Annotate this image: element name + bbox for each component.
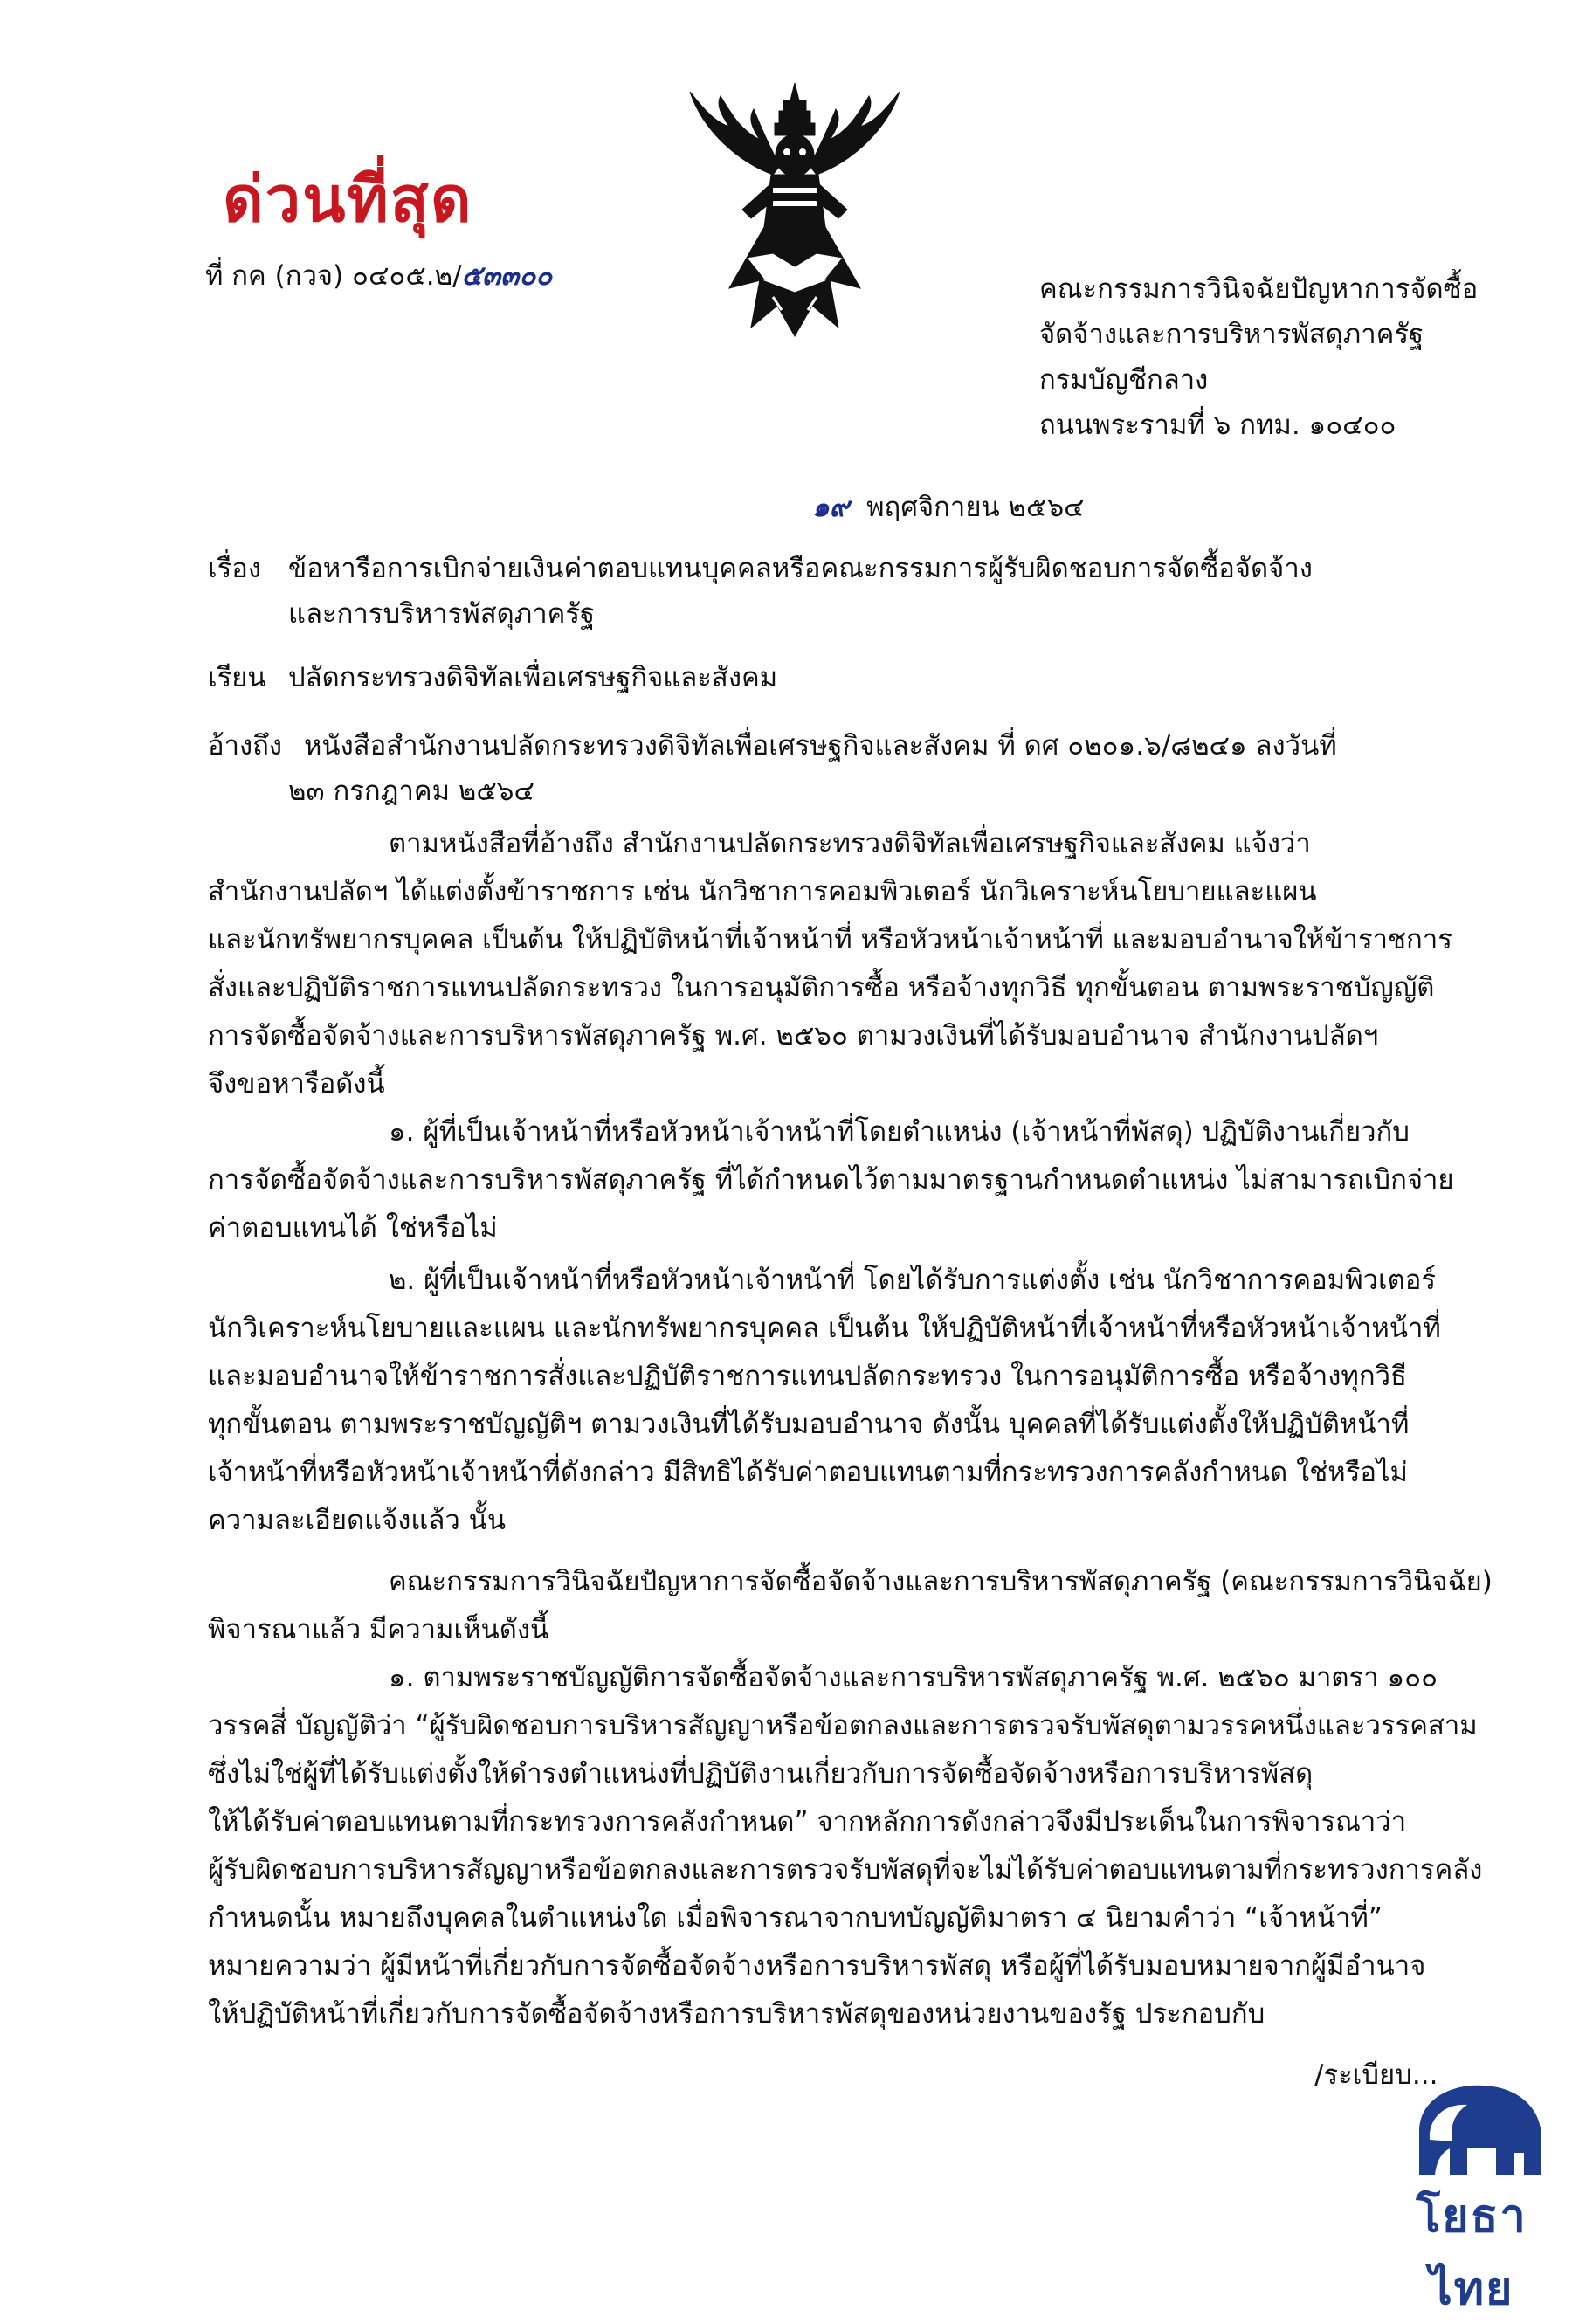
body-line: สำนักงานปลัดฯ ได้แต่งตั้งข้าราชการ เช่น นักวิชาการคอมพิวเตอร์ นักวิเคราะห์นโยบายและแผน: [208, 876, 1317, 907]
body-line: ให้ปฏิบัติหน้าที่เกี่ยวกับการจัดซื้อจัดจ้างหรือการบริหารพัสดุของหน่วยงานของรัฐ ประกอบกับ: [208, 1998, 1265, 2030]
continued-marker: /ระเบียบ...: [1314, 2059, 1438, 2091]
reference-line-2: ๒๓ กรกฎาคม ๒๕๖๔: [288, 776, 534, 807]
body-line: การจัดซื้อจัดจ้างและการบริหารพัสดุภาครัฐ ที่ได้กำหนดไว้ตามมาตรฐานกำหนดตำแหน่ง ไม่สามารถเบิกจ่าย: [208, 1164, 1454, 1196]
body-line: ๑. ผู้ที่เป็นเจ้าหน้าที่หรือหัวหน้าเจ้าหน้าที่โดยตำแหน่ง (เจ้าหน้าที่พัสดุ) ปฏิบัติงานเกี่ยวกับ: [389, 1116, 1410, 1148]
garuda-emblem-icon: [668, 79, 921, 341]
subject-line-1: ข้อหารือการเบิกจ่ายเงินค่าตอบแทนบุคคลหรือคณะกรรมการผู้รับผิดชอบการจัดซื้อจัดจ้าง: [288, 553, 1313, 584]
body-line: และมอบอำนาจให้ข้าราชการสั่งและปฏิบัติราชการแทนปลัดกระทรวง ในการอนุมัติการซื้อ หรือจ้างทุกวิธี: [208, 1361, 1407, 1392]
sender-line: จัดจ้างและการบริหารพัสดุภาครัฐ: [1039, 319, 1424, 350]
body-line: ผู้รับผิดชอบการบริหารสัญญาหรือข้อตกลงและการตรวจรับพัสดุที่จะไม่ได้รับค่าตอบแทนตามที่กระทรวงการคลัง: [208, 1854, 1483, 1886]
body-line: พิจารณาแล้ว มีความเห็นดังนี้: [208, 1614, 549, 1645]
sender-line: ถนนพระรามที่ ๖ กทม. ๑๐๔๐๐: [1039, 410, 1396, 441]
yotathai-logo: [1384, 2079, 1559, 2315]
body-line: คณะกรรมการวินิจฉัยปัญหาการจัดซื้อจัดจ้างและการบริหารพัสดุภาครัฐ (คณะกรรมการวินิจฉัย): [389, 1566, 1493, 1597]
body-line: การจัดซื้อจัดจ้างและการบริหารพัสดุภาครัฐ พ.ศ. ๒๕๖๐ ตามวงเงินที่ได้รับมอบอำนาจ สำนักงานปลัดฯ: [208, 1020, 1379, 1052]
date-day-handwritten: ๑๙: [812, 492, 850, 523]
reference-number-prefix: ที่ กค (กวจ) ๐๔๐๕.๒/: [205, 260, 462, 292]
logo-wordmark: โยธาไทย: [1416, 2190, 1527, 2315]
body-line: กำหนดนั้น หมายถึงบุคคลในตำแหน่งใด เมื่อพิจารณาจากบทบัญญัติมาตรา ๔ นิยามคำว่า “เจ้าหน้าที่”: [208, 1902, 1383, 1934]
recipient-text: ปลัดกระทรวงดิจิทัลเพื่อเศรษฐกิจและสังคม: [288, 662, 778, 693]
letter-date: [812, 485, 1085, 530]
body-line: ตามหนังสือที่อ้างถึง สำนักงานปลัดกระทรวงดิจิทัลเพื่อเศรษฐกิจและสังคม แจ้งว่า: [389, 828, 1311, 859]
body-line: สั่งและปฏิบัติราชการแทนปลัดกระทรวง ในการอนุมัติการซื้อ หรือจ้างทุกวิธี ทุกขั้นตอน ตามพระราชบัญญัติ: [208, 972, 1435, 1003]
body-line: นักวิเคราะห์นโยบายและแผน และนักทรัพยากรบุคคล เป็นต้น ให้ปฏิบัติหน้าที่เจ้าหน้าที่หรือหัวหน้าเจ้าหน้าที่: [208, 1313, 1441, 1344]
sender-line: คณะกรรมการวินิจฉัยปัญหาการจัดซื้อ: [1039, 273, 1479, 305]
body-line: หมายความว่า ผู้มีหน้าที่เกี่ยวกับการจัดซื้อจัดจ้างหรือการบริหารพัสดุ หรือผู้ที่ได้รับมอบหมายจากผู้มีอำนาจ: [208, 1950, 1426, 1982]
subject-line-2: และการบริหารพัสดุภาครัฐ: [288, 598, 596, 630]
reference-number-handwritten: ๕๓๓๐๐: [461, 260, 553, 292]
body-line: และนักทรัพยากรบุคคล เป็นต้น ให้ปฏิบัติหน้าที่เจ้าหน้าที่ หรือหัวหน้าเจ้าหน้าที่ และมอบอำนาจให้ข้าราชการ: [208, 924, 1452, 955]
body-line: จึงขอหารือดังนี้: [208, 1068, 385, 1100]
sender-address: [1039, 266, 1478, 448]
body-line: เจ้าหน้าที่หรือหัวหน้าเจ้าหน้าที่ดังกล่าว มีสิทธิได้รับค่าตอบแทนตามที่กระทรวงการคลังกำหนด ใช่หรือไม่: [208, 1457, 1408, 1488]
recipient-label: เรียน: [208, 662, 266, 693]
body-line: ทุกขั้นตอน ตามพระราชบัญญัติฯ ตามวงเงินที่ได้รับมอบอำนาจ ดังนั้น บุคคลที่ได้รับแต่งตั้งให้ปฏิบัติหน้าที่: [208, 1409, 1410, 1440]
body-line: ๑. ตามพระราชบัญญัติการจัดซื้อจัดจ้างและการบริหารพัสดุภาครัฐ พ.ศ. ๒๕๖๐ มาตรา ๑๐๐: [389, 1662, 1438, 1693]
body-line: ความละเอียดแจ้งแล้ว นั้น: [208, 1505, 507, 1536]
document-reference-number: [205, 253, 552, 299]
elephant-icon: [1384, 2079, 1559, 2183]
sender-line: กรมบัญชีกลาง: [1039, 364, 1209, 396]
body-line: ๒. ผู้ที่เป็นเจ้าหน้าที่หรือหัวหน้าเจ้าหน้าที่ โดยได้รับการแต่งตั้ง เช่น นักวิชาการคอมพิวเตอร์: [389, 1265, 1437, 1296]
subject-label: เรื่อง: [208, 553, 262, 584]
body-line: วรรคสี่ บัญญัติว่า “ผู้รับผิดชอบการบริหารสัญญาหรือข้อตกลงและการตรวจรับพัสดุตามวรรคหนึ่งและวรรคสาม: [208, 1710, 1478, 1741]
body-line: ค่าตอบแทนได้ ใช่หรือไม่: [208, 1212, 498, 1244]
date-month-year: พฤศจิกายน ๒๕๖๔: [866, 492, 1085, 523]
reference-line-1: หนังสือสำนักงานปลัดกระทรวงดิจิทัลเพื่อเศรษฐกิจและสังคม ที่ ดศ ๐๒๐๑.๖/๘๒๔๑ ลงวันที่: [304, 730, 1337, 762]
reference-label: อ้างถึง: [208, 730, 283, 762]
body-line: ซึ่งไม่ใช่ผู้ที่ได้รับแต่งตั้งให้ดำรงตำแหน่งที่ปฏิบัติงานเกี่ยวกับการจัดซื้อจัดจ้างหรือการบริหารพัสดุ: [208, 1758, 1314, 1790]
body-line: ให้ได้รับค่าตอบแทนตามที่กระทรวงการคลังกำหนด” จากหลักการดังกล่าวจึงมีประเด็นในการพิจารณาว่า: [208, 1806, 1407, 1838]
urgency-stamp: ด่วนที่สุด: [223, 162, 473, 236]
